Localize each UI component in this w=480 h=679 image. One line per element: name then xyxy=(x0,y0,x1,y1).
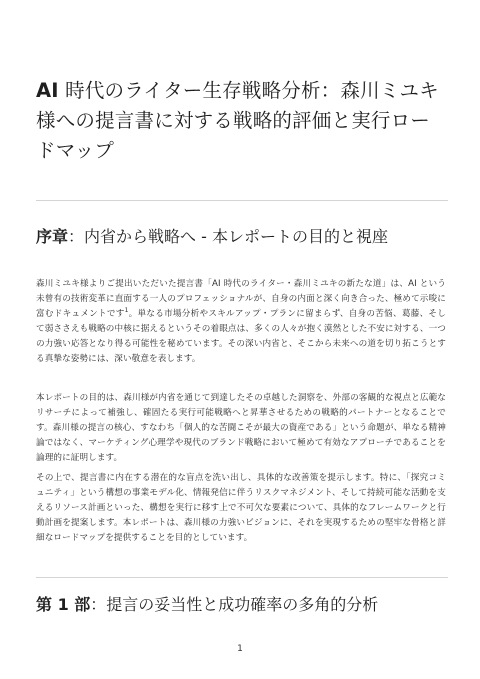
intro-paragraph-3: その上で、提言書に内在する潜在的な盲点を洗い出し、具体的な改善策を提示します。特に、「探究コミュニティ」という構想の事業モデル化、情報発信に伴うリスクマネジメント、そして持続可能な活動を支えるリソース計画といった、構想を実行に移す上で不可欠な要素について、具体的なフレームワークと行動計画を提案します。本レポートは、森川様の力強いビジョンに、それを実現するための堅牢な骨格と詳細なロードマップを提供することを目的としています。 xyxy=(36,473,446,544)
document-title-rest: 時代のライター生存戦略分析：森川ミユキ様への提言書に対する戦略的評価と実行ロードマップ xyxy=(36,79,439,162)
intro-paragraph-1-after: 。単なる市場分析やスキルアップ・プランに留まらず、自身の苦悩、葛藤、そして弱ささえも戦略の中核に据えるというその着眼点は、多くの人々が抱く漠然とした不安に対する、一つの力強い応答となり得る可能性を秘めています。その深い内省と、そこから未来への道を切り拓こうとする真摯な姿勢には、深い敬意を表します。 xyxy=(36,309,446,365)
page-number: 1 xyxy=(237,644,243,654)
section-heading-intro xyxy=(36,226,388,248)
section-heading-part1-strong: 第 1 部 xyxy=(36,595,91,614)
document-title xyxy=(36,76,448,166)
footnote-reference[interactable]: 1 xyxy=(124,307,129,315)
section-heading-intro-rest: ：内省から戦略へ - 本レポートの目的と視座 xyxy=(68,227,388,246)
section-heading-part1 xyxy=(36,594,378,616)
section-heading-part1-rest: ：提言の妥当性と成功確率の多角的分析 xyxy=(90,595,379,614)
intro-paragraph-1-before: 森川ミユキ様よりご提出いただいた提言書「AI 時代のライター・森川ミユキの新たな道」は、AI という未曾有の技術変革に直面する一人のプロフェッショナルが、自身の内面と深く向き合った、極めて示唆に富むドキュメントです xyxy=(36,279,446,320)
title-divider xyxy=(36,200,448,201)
section-divider xyxy=(36,577,448,578)
intro-paragraph-2: 本レポートの目的は、森川様が内省を通じて到達したその卓越した洞察を、外部の客観的な視点と広範なリサーチによって補強し、確固たる実行可能戦略へと昇華させるための戦略的パートナーとなることです。森川様の提言の核心、すなわち「個人的な苦闘こそが最大の資産である」という命題が、単なる精神論ではなく、マーケティング心理学や現代のブランド戦略において極めて有効なアプローチであることを論理的に証明します。 xyxy=(36,393,446,464)
intro-paragraph-1 xyxy=(36,277,446,368)
section-heading-intro-strong: 序章 xyxy=(36,227,69,246)
document-title-lead: AI xyxy=(36,79,59,102)
